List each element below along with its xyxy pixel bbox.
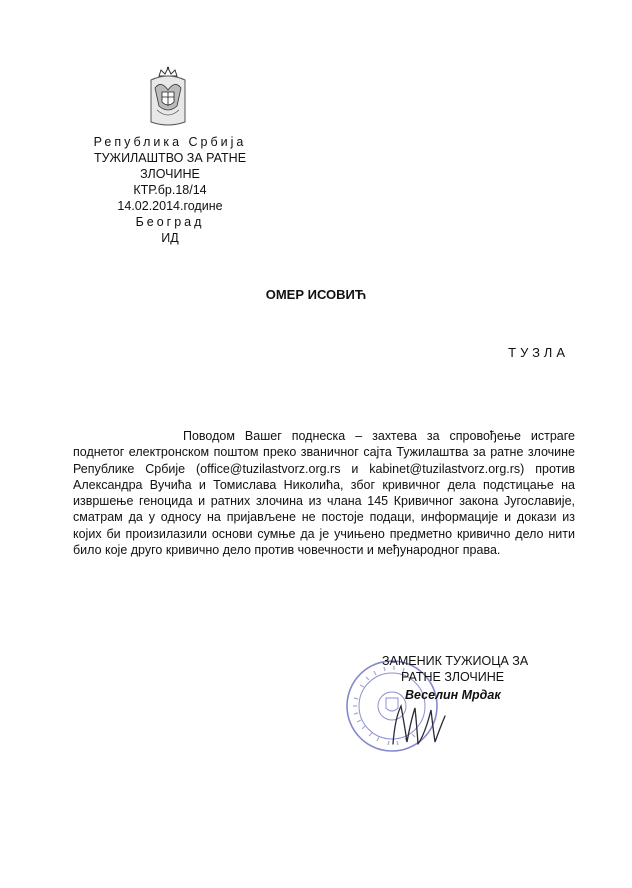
signatory-title-line1: ЗАМЕНИК ТУЖИОЦА ЗА [382, 654, 529, 668]
author-initials: ИД [161, 231, 179, 245]
issuing-city: Београд [135, 215, 205, 229]
office-name-line2: ЗЛОЧИНЕ [140, 167, 200, 181]
office-name-line1: ТУЖИЛАШТВО ЗА РАТНЕ [93, 151, 247, 165]
document-date: 14.02.2014.године [117, 199, 223, 213]
signatory-title-line2: РАТНЕ ЗЛОЧИНЕ [401, 670, 505, 684]
addressee-city: ТУЗЛА [508, 345, 569, 360]
letter-body [73, 428, 575, 558]
addressee-name: ОМЕР ИСОВИЋ [265, 287, 367, 302]
signatory-name: Веселин Мрдак [405, 688, 501, 702]
body-paragraph: Поводом Вашег поднеска – захтева за спровођење истраге поднетог електронском поштом преко званичног сајта Тужилаштва за ратне злочине Републике Србије (office@tuzilastvorz.org.rs и kabinet@tuzilastvorz.org.rs) против Александра Вучића и Томислава Николића, због кривичног дела подстицање на извршење геноцида и ратних злочина из члана 145 Кривичног закона Југославије, сматрам да у односу на пријављене не постоје подаци, информације и докази из којих би произилазили основи сумње да је учињено предметно кривично дело нити било које друго кривично дело против човечности и међународног права. [73, 429, 575, 558]
coat-of-arms-icon [147, 66, 189, 128]
reference-number: КТР.бр.18/14 [133, 183, 207, 197]
handwritten-signature [385, 698, 455, 750]
republic-name: Република Србија [93, 135, 247, 149]
